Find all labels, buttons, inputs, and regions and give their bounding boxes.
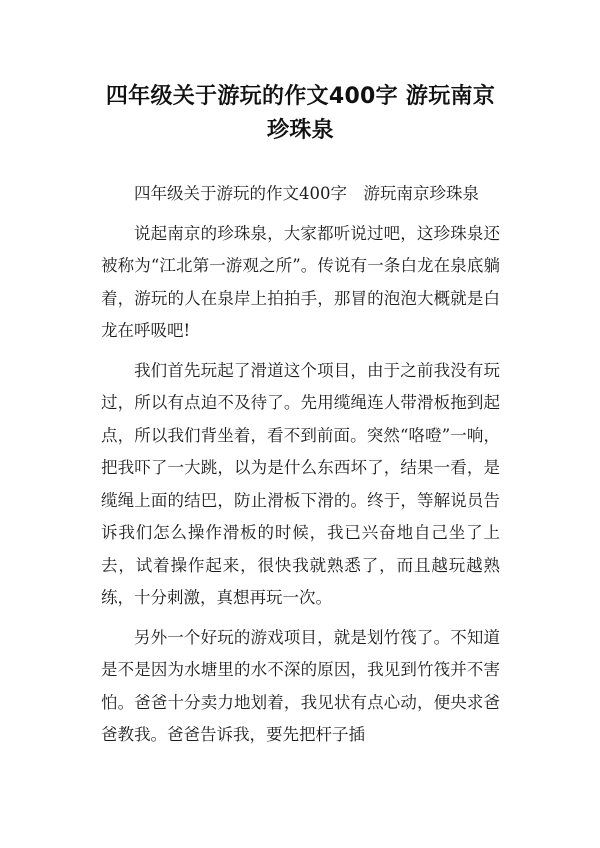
paragraph-intro: 说起南京的珍珠泉，大家都听说过吧，这珍珠泉还被称为“江北第一游观之所”。传说有一条白龙在泉底躺着，游玩的人在泉岸上拍拍手，那冒的泡泡大概就是白龙在呼吸吧!	[101, 223, 500, 340]
paragraph-slide: 我们首先玩起了滑道这个项目，由于之前我没有玩过，所以有点迫不及待了。先用缆绳连人带滑板拖到起点，所以我们背坐着，看不到前面。突然“咯噔”一响，把我吓了一大跳，以为是什么东西坏了，结果一看，是缆绳上面的结巴，防止滑板下滑的。终于，等解说员告诉我们怎么操作滑板的时候，我已兴奋地自己坐了上去，试着操作起来，很快我就熟悉了，而且越玩越熟练，十分刺激，真想再玩一次。	[101, 360, 500, 607]
document-title: 四年级关于游玩的作文400字 游玩南京珍珠泉	[105, 84, 496, 143]
paragraph-subtitle: 四年级关于游玩的作文400字 游玩南京珍珠泉	[134, 184, 479, 203]
document-body	[101, 178, 500, 752]
paragraph-bamboo-raft: 另外一个好玩的游戏项目，就是划竹筏了。不知道是不是因为水塘里的水不深的原因，我见到竹筏并不害怕。爸爸十分卖力地划着，我见状有点心动，便央求爸爸教我。爸爸告诉我，要先把杆子插	[101, 627, 500, 744]
